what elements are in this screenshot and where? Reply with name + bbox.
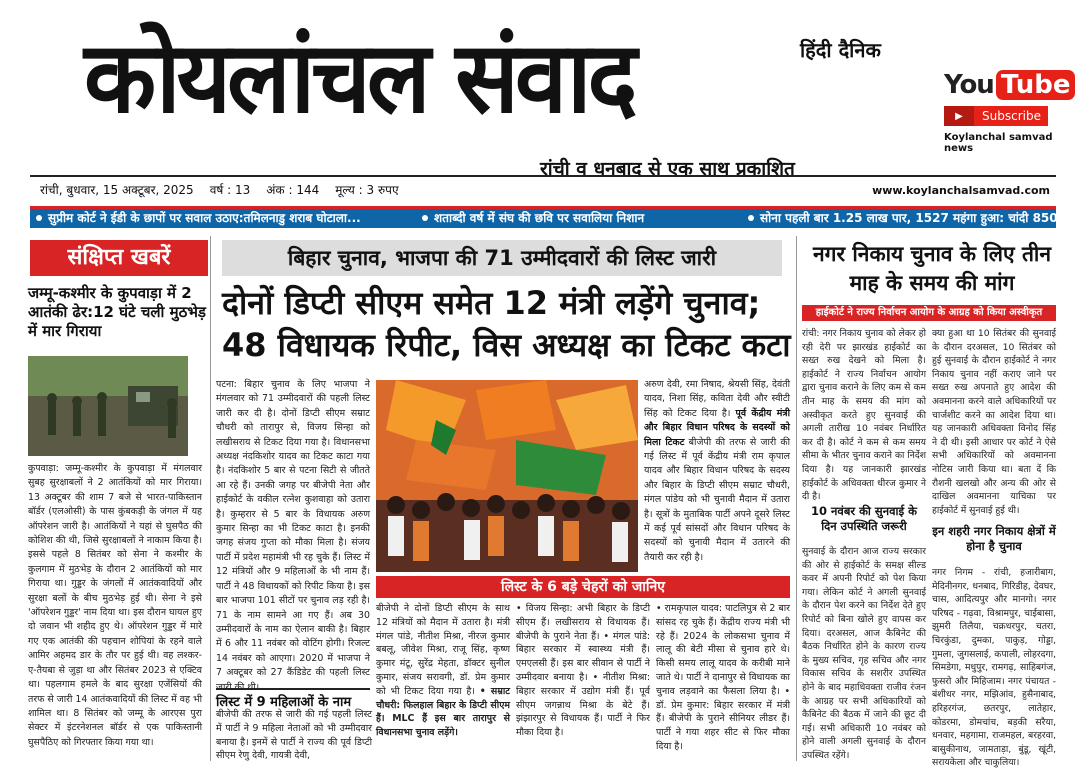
list-col2: • विजय सिन्हा: अभी बिहार के डिप्टी सीएम हैं। लखीसराय से विधायक हैं। बीजेपी के पुराने नेता हैं। • मंगल पांडे: बिहार सरकार में स्वास्थ्य मंत्री हैं। एमएलसी हैं। इस बार सीवान से पार्टी ने उम्मीदवार बनाया है। • नीतीश मिश्रा: बिहार सरकार में उद्योग मंत्री हैं। पूर्व सीएम जगन्नाथ मिश्रा के बेटे हैं। झंझारपुर से विधायक हैं। पार्टी ने फिर मौका दिया है। — [516, 603, 650, 739]
bullet-icon — [36, 215, 42, 221]
youtube-widget[interactable] — [944, 70, 1071, 154]
lead-col3-subhead: पूर्व केंद्रीय मंत्री और बिहार विधान परिषद के सदस्यों को मिला टिकट — [644, 407, 790, 448]
issue-number: अंक : 144 — [266, 183, 320, 197]
list-col1-text: बीजेपी ने दोनों डिप्टी सीएम के साथ 12 मंत्रियों को मैदान में उतारा है। मंत्री मंगल पांडे, नीतीश मिश्रा, नीरज कुमार बबलू, जीवेश मिश्रा, राजू सिंह, कृष्ण कुमार मंटू, सुरेंद्र मेहता, डॉक्टर सुनील कुमार, संजय सरावगी, डॉ. प्रेम कुमार को भी टिकट दिया गया है। — [376, 603, 510, 697]
right-body-col1b: सुनवाई के दौरान आज राज्य सरकार की ओर से हाईकोर्ट के समक्ष सील्ड कवर में अपनी रिपोर्ट को पेश किया गया। लेकिन कोर्ट ने अगली सुनवाई के दौरान पेश करने का निर्देश देते हुए रिपोर्ट को बिना खोले हुए वापस कर दिया। दरअसल, आज कैबिनेट की बैठक निर्धारित होने के कारण राज्य के मुख्य सचिव, गृह सचिव और नगर विकास सचिव के सशरीर उपस्थित होने के बाद महाधिवक्ता राजीव रंजन के आग्रह पर सभी अधिकारियों को कैबिनेट की बैठक में जाने की छूट दी गई। सभी अधिकारी 10 नवंबर को होने वाली अगली सुनवाई के दौरान उपस्थित रहेंगे। — [802, 546, 926, 761]
bullet-icon — [748, 215, 754, 221]
ticker-item[interactable] — [742, 209, 1072, 228]
column-divider — [796, 236, 797, 761]
ticker-item[interactable] — [416, 209, 738, 228]
issue-date: रांची, बुधवार, 15 अक्टूबर, 2025 — [40, 183, 194, 197]
brief-headline[interactable]: जम्मू-कश्मीर के कुपवाड़ा में 2 आतंकी ढेर:12 घंटे चली मुठभेड़ में मार गिराया — [28, 284, 206, 340]
brief-body: कुपवाड़ा: जम्मू-कश्मीर के कुपवाड़ा में मंगलवार सुबह सुरक्षाबलों ने 2 आतंकियों को मार गिराया। 13 अक्टूबर की शाम 7 बजे से भारत-पाकिस्तान बॉर्डर (एलओसी) के पास कुंबकड़ी के जंगल में यह ऑपरेशन जारी है। आतंकियों ने यहां से घुसपैठ की कोशिश की थी, जिसे सुरक्षाबलों ने नाकाम किया है। इससे पहले 8 सितंबर को सेना ने कश्मीर के कुलगाम में मुठभेड़ के दौरान 2 आतंकियों को मार गिराया था। गुड्डर के जंगलों में आतंकवादियों और सुरक्षा बलों के बीच मुठभेड़ हुई थी। सेना ने इसे 'ऑपरेशन गुड्डर' नाम दिया था। इस दौरान घायल हुए दो जवान भी शहीद हुए थे। ऑपरेशन गुड्डर में मारे गए एक आतंकी की पहचान शोपियां के रहने वाले आमिर अहमद डार के तौर पर हुई थी। वह लश्कर-ए-तैयबा से जुड़ा था और सितंबर 2023 से एक्टिव था। पहलगाम हमले के बाद सुरक्षा एजेंसियों की तरफ से जारी 14 आतंकवादियों की लिस्ट में वह भी शामिल था। 8 सितंबर को जम्मू के आरएस पुरा सेक्टर में इंटरनेशनल बॉर्डर से एक पाकिस्तानी घुसपैठिए को गिरफ्तार किया गया था। — [28, 463, 202, 748]
brief-photo — [28, 356, 188, 456]
right-subhead-hearing: 10 नवंबर की सुनवाई के दिन उपस्थिति जरूरी — [811, 504, 917, 533]
play-icon: ▶ — [944, 106, 974, 126]
right-headline[interactable]: नगर निकाय चुनाव के लिए तीन माह के समय की मांग — [812, 242, 1052, 295]
news-ticker — [30, 206, 1072, 228]
women-body: बीजेपी की तरफ से जारी की गई पहली लिस्ट में पार्टी ने 9 महिला नेताओं को भी उम्मीदवार बनाया है। इनमें से पार्टी ने राज्य की पूर्व डिप्टी सीएम रेणु देवी, गायत्री देवी, — [216, 709, 372, 762]
right-body-col2: क्या हुआ था 10 सितंबर की सुनवाई के दौरान दरअसल, 10 सितंबर को हुई सुनवाई के दौरान हाईकोर्ट ने नगर निकाय चुनाव नहीं कराए जाने पर सख्त रुख अपनाते हुए आदेश की अवमानना करने वाले अधिकारियों पर चार्जशीट करने का आदेश दिया था। यह जानकारी अधिवक्ता विनोद सिंह ने दी थी। इसी आधार पर कोर्ट ने ऐसे सभी अधिकारियों को अवमानना नोटिस जारी किया था। बता दें कि रौशनी खलखो और अन्य की ओर से दाखिल अवमानना याचिका पर हाईकोर्ट में सुनवाई हुई थी। — [932, 328, 1056, 516]
ticker-text: सुप्रीम कोर्ट ने ईडी के छापों पर सवाल उठाए:तमिलनाडु शराब घोटाला... — [48, 211, 361, 225]
masthead-divider — [30, 175, 1056, 177]
list-col1-bullet: • सम्राट चौधरी: फिलहाल बिहार के डिप्टी सीएम हैं। MLC हैं इस बार तारापुर से विधानसभा चुनाव लड़ेंगे। — [376, 685, 511, 739]
youtube-logo[interactable] — [944, 70, 1071, 100]
subscribe-button[interactable] — [944, 106, 1048, 126]
publication-tagline: रांची व धनबाद से एक साथ प्रकाशित — [540, 158, 795, 180]
website-url[interactable]: www.koylanchalsamvad.com — [872, 184, 1050, 197]
ticker-item[interactable] — [30, 209, 408, 228]
edition-label: हिंदी दैनिक — [800, 38, 881, 62]
list-faces — [376, 602, 790, 754]
youtube-logo-you: You — [944, 70, 994, 100]
issue-year: वर्ष : 13 — [209, 183, 251, 197]
briefs-header: संक्षिप्त खबरें — [30, 240, 208, 276]
channel-name: Koylanchal samvad news — [944, 132, 1053, 154]
soldiers-photo-illustration — [28, 356, 188, 456]
right-body-col1: रांची: नगर निकाय चुनाव को लेकर हो रही देरी पर झारखंड हाईकोर्ट का सख्त रुख देखने को मिला है। हाईकोर्ट ने राज्य निर्वाचन आयोग द्वारा चुनाव कराने के लिए कम से कम तीन माह के समय की मांग को अस्वीकृत करते हुए सुनवाई की अगली तारीख 10 नवंबर निर्धारित कर दी है। कोर्ट ने कम से कम समय सीमा के भीतर चुनाव कराने का निर्देश दिया है। यह जानकारी झारखंड हाईकोर्ट के अधिवक्ता धीरज कुमार ने दी है। — [802, 328, 926, 503]
right-subheadline: हाईकोर्ट ने राज्य निर्वाचन आयोग के आग्रह को किया अस्वीकृत — [802, 305, 1056, 321]
dateline — [40, 181, 399, 198]
rally-crowd-illustration — [376, 380, 638, 572]
list-header: लिस्ट के 6 बड़े चेहरों को जानिए — [376, 576, 790, 598]
issue-price: मूल्य : 3 रुपए — [335, 183, 399, 197]
youtube-logo-tube: Tube — [996, 70, 1076, 100]
lead-kicker: बिहार चुनाव, भाजपा की 71 उम्मीदवारों की लिस्ट जारी — [222, 240, 782, 276]
ticker-text: सोना पहली बार 1.25 लाख पार, 1527 महंगा हुआ: चांदी 850... — [760, 211, 1072, 225]
subscribe-label: Subscribe — [982, 109, 1041, 123]
column-divider — [210, 236, 211, 761]
lead-col3-text-a: अरुण देवी, रमा निषाद, श्रेयसी सिंह, देवंती यादव, निशा सिंह, कविता देवी और स्वीटी सिंह को टिकट दिया है। — [644, 379, 790, 419]
ticker-text: शताब्दी वर्ष में संघ की छवि पर सवालिया निशान — [434, 211, 645, 225]
lead-col3-text-b: बीजेपी की तरफ से जारी की गई लिस्ट में पूर्व केंद्रीय मंत्री राम कृपाल यादव और बिहार विधान परिषद के सदस्य और बिहार के डिप्टी सीएम सम्राट चौधरी, मंगल पांडेय को भी चुनावी मैदान में उतारा है। सूत्रों के मुताबिक पार्टी अपने दूसरे लिस्ट में कई पूर्व सांसदों और विधान परिषद के सदस्यों को चुनावी मैदान में उतारने की तैयारी कर रही है। — [644, 436, 790, 563]
lead-body-col3 — [644, 378, 790, 565]
lead-headline[interactable]: दोनों डिप्टी सीएम समेत 12 मंत्री लड़ेंगे चुनाव; 48 विधायक रिपीट, विस अध्यक्ष का टिकट कटा — [222, 284, 791, 364]
right-subhead-cities: इन शहरी नगर निकाय क्षेत्रों में होना है चुनाव — [932, 524, 1056, 553]
bullet-icon — [422, 215, 428, 221]
lead-body-col1: पटना: बिहार चुनाव के लिए भाजपा ने मंगलवार को 71 उम्मीदवारों की पहली लिस्ट जारी कर दी है। दोनों डिप्टी सीएम सम्राट चौधरी को तारापुर से, विजय सिन्हा को लखीसराय से टिकट दिया गया है। विधानसभा अध्यक्ष नंदकिशोर यादव का टिकट काटा गया है। नंदकिशोर 5 बार से पटना सिटी से जीतते आ रहे हैं। उनकी जगह पर बीजेपी नेता और हाईकोर्ट के वकील रत्नेश कुशवाहा को उतारा है। कुम्हरार से 5 बार के विधायक अरुण कुमार सिन्हा का भी टिकट काटा है। इनकी जगह संजय गुप्ता को मौका मिला है। संजय पार्टी में प्रदेश महामंत्री भी रह चुके हैं। लिस्ट में 12 मंत्रियों और 9 महिलाओं के भी नाम हैं। पार्टी ने 48 विधायकों को रिपीट किया है। इस बार भाजपा 101 सीटों पर चुनाव लड़ रही है। 71 के नाम सामने आ गए हैं। अब 30 उम्मीदवारों के नाम का ऐलान बाकी है। बिहार में 6 और 11 नवंबर को वोटिंग होगी। रिजल्ट 14 नवंबर को आएगा। 2020 में भाजपा ने 7 अक्टूबर को 27 कैंडिडेट की पहली लिस्ट जारी की थी। — [216, 379, 370, 693]
list-col3: • रामकृपाल यादव: पाटलिपुत्र से 2 बार सांसद रह चुके हैं। केंद्रीय राज्य मंत्री भी रहे हैं। 2024 के लोकसभा चुनाव में लालू की बेटी मीसा से चुनाव हारे थे। किसी समय लालू यादव के करीबी माने जाते थे। पार्टी ने दानापुर से विधायक का चुनाव लड़वाने का फैसला लिया है। • डॉ. प्रेम कुमार: बिहार सरकार में मंत्री हैं। बीजेपी के पुराने सीनियर लीडर हैं। पार्टी ने गया शहर सीट से फिर मौका दिया है। — [656, 603, 790, 752]
women-subhead: लिस्ट में 9 महिलाओं के नाम — [216, 688, 370, 710]
list-col1 — [376, 602, 510, 754]
newspaper-title: कोयलांचल संवाद — [84, 21, 634, 136]
rally-photo — [376, 380, 638, 572]
right-body-col2b: नगर निगम - रांची, हजारीबाग, मेदिनीनगर, धनबाद, गिरिडीह, देवघर, चास, आदित्यपुर और मानगो। नगर परिषद - गढ़वा, विश्रामपुर, चाईबासा, झुमरी तिलैया, चक्रधरपुर, चतरा, चिरकुंडा, दुमका, पाकुड़, गोड्डा, गुमला, जुगसलाई, कपाली, लोहरदगा, सिमडेगा, मधुपुर, रामगढ़, साहिबगंज, फुसरो और मिहिजाम। नगर पंचायत - बंशीधर नगर, मझिआंव, हुसैनाबाद, हरिहरगंज, छतरपुर, लातेहार, कोडरमा, डोमचांच, बड़की सरैया, धनवार, महगामा, राजमहल, बरहरवा, बासुकीनाथ, जामताड़ा, बुंडू, खूंटी, सरायकेला और चाकुलिया। — [932, 567, 1056, 769]
